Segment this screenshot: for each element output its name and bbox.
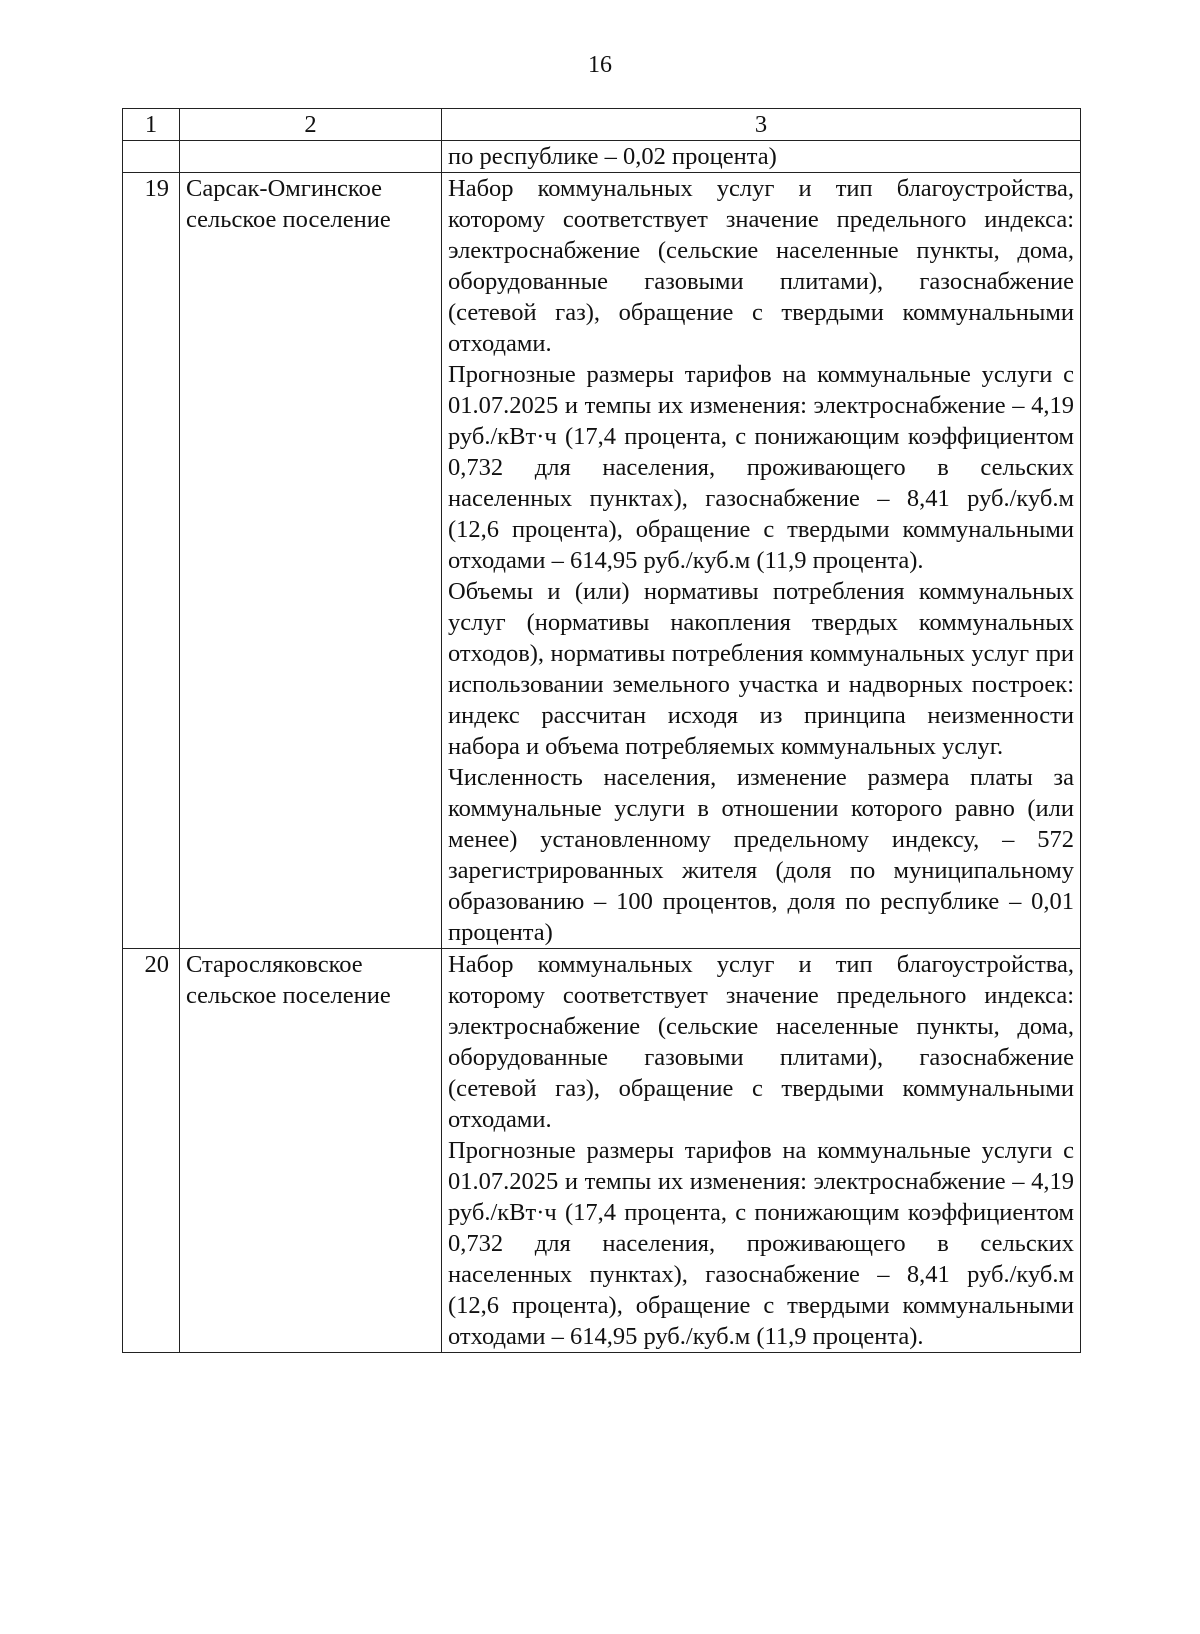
- page-number: 16: [588, 52, 612, 78]
- continuation-text: [442, 141, 1081, 173]
- empty-cell: [123, 141, 180, 173]
- row-number: 20: [123, 949, 180, 1353]
- empty-cell: [180, 141, 442, 173]
- column-header-3: 3: [442, 109, 1081, 141]
- description-cell: [442, 173, 1081, 949]
- paragraph: Набор коммунальных услуг и тип благоустройства, которому соответствует значение предельного индекса: электроснабжение (сельские населенные пункты, дома, оборудованные газовыми плитами), газоснабжение (сетевой газ), обращение с твердыми коммунальными отходами.: [448, 175, 1074, 357]
- paragraph: Прогнозные размеры тарифов на коммунальные услуги с 01.07.2025 и темпы их изменения: электроснабжение – 4,19 руб./кВт·ч (17,4 процента, с понижающим коэффициентом 0,732 для населения, проживающего в сельских населенных пунктах), газоснабжение – 8,41 руб./куб.м (12,6 процента), обращение с твердыми коммунальными отходами – 614,95 руб./куб.м (11,9 процента).: [448, 361, 1074, 574]
- paragraph: по республике – 0,02 процента): [448, 143, 777, 170]
- table-header-row: [123, 109, 1081, 141]
- tariff-table: [122, 108, 1081, 1353]
- table-row: [123, 173, 1081, 949]
- column-header-1: 1: [123, 109, 180, 141]
- column-header-2: 2: [180, 109, 442, 141]
- settlement-name: Сарсак-Омгинское сельское поселение: [180, 173, 442, 949]
- paragraph: Объемы и (или) нормативы потребления коммунальных услуг (нормативы накопления твердых коммунальных отходов), нормативы потребления коммунальных услуг при использовании земельного участка и надворных построек: индекс рассчитан исходя из принципа неизменности набора и объема потребляемых коммунальных услуг.: [448, 578, 1074, 760]
- row-number: 19: [123, 173, 180, 949]
- paragraph: Прогнозные размеры тарифов на коммунальные услуги с 01.07.2025 и темпы их изменения: электроснабжение – 4,19 руб./кВт·ч (17,4 процента, с понижающим коэффициентом 0,732 для населения, проживающего в сельских населенных пунктах), газоснабжение – 8,41 руб./куб.м (12,6 процента), обращение с твердыми коммунальными отходами – 614,95 руб./куб.м (11,9 процента).: [448, 1137, 1074, 1350]
- paragraph: Численность населения, изменение размера платы за коммунальные услуги в отношении которого равно (или менее) установленному предельному индексу, – 572 зарегистрированных жителя (доля по муниципальному образованию – 100 процентов, доля по республике – 0,01 процента): [448, 764, 1074, 946]
- table-row-continuation: [123, 141, 1081, 173]
- paragraph: Набор коммунальных услуг и тип благоустройства, которому соответствует значение предельного индекса: электроснабжение (сельские населенные пункты, дома, оборудованные газовыми плитами), газоснабжение (сетевой газ), обращение с твердыми коммунальными отходами.: [448, 951, 1074, 1133]
- description-cell: [442, 949, 1081, 1353]
- table-row: [123, 949, 1081, 1353]
- settlement-name: Старосляковское сельское поселение: [180, 949, 442, 1353]
